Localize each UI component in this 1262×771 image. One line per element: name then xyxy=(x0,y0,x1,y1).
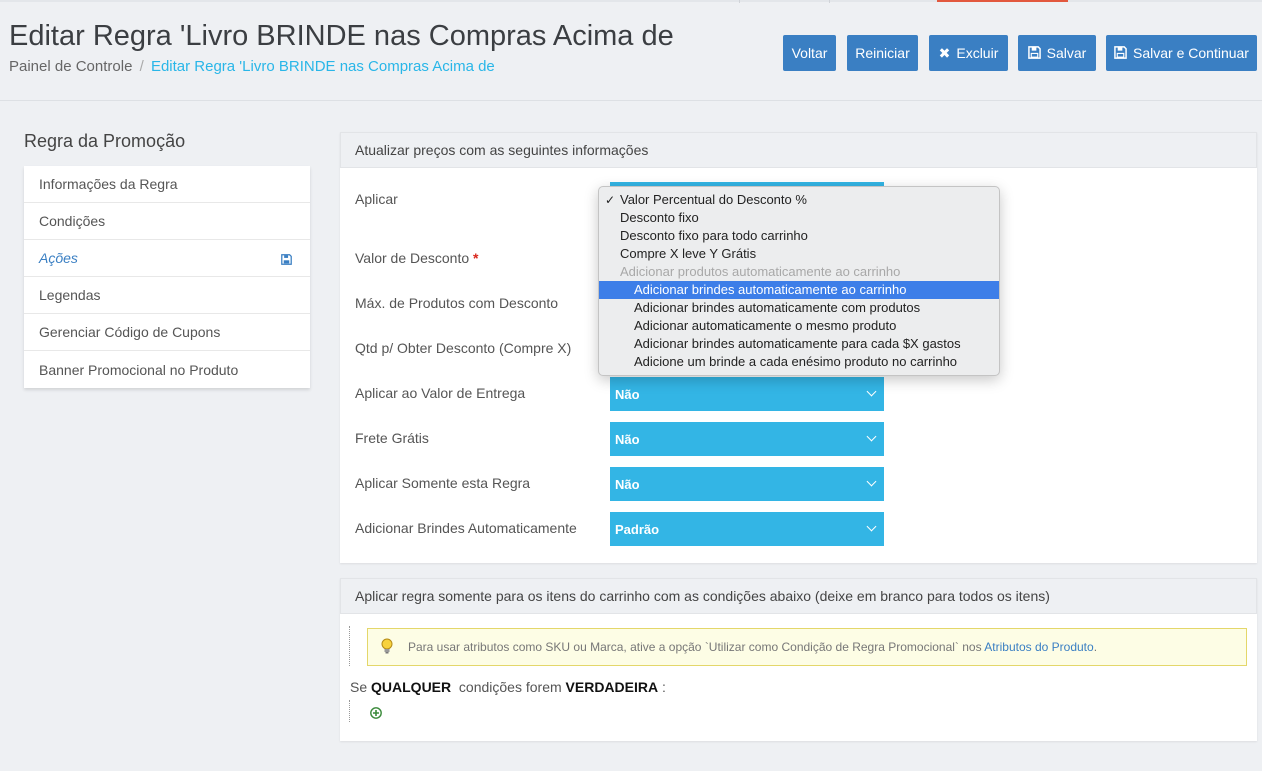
dropdown-option[interactable]: Adicionar brindes automaticamente com produtos xyxy=(634,300,921,315)
product-attributes-link[interactable]: Atributos do Produto xyxy=(984,640,1094,654)
value-selector[interactable]: VERDADEIRA xyxy=(565,679,659,695)
top-border xyxy=(0,0,1262,2)
dropdown-option-highlighted[interactable]: Adicionar brindes automaticamente ao carrinho xyxy=(599,281,999,299)
condition-tree-line xyxy=(349,700,350,722)
page-title: Editar Regra 'Livro BRINDE nas Compras Acima de xyxy=(9,20,674,52)
page-header xyxy=(0,0,1262,101)
apply-label: Aplicar xyxy=(355,191,398,207)
apply-dropdown-menu xyxy=(598,186,1000,376)
max-qty-label: Máx. de Produtos com Desconto xyxy=(355,295,559,311)
save-continue-button[interactable] xyxy=(1106,35,1257,71)
add-condition-icon[interactable] xyxy=(370,706,382,724)
discount-step-label: Qtd p/ Obter Desconto (Compre X) xyxy=(355,340,572,356)
dropdown-option[interactable]: Desconto fixo para todo carrinho xyxy=(620,228,808,243)
select-value: Não xyxy=(615,431,640,447)
reset-button[interactable] xyxy=(847,35,918,71)
conditions-panel xyxy=(340,578,1257,741)
sidebar-item-label: Informações da Regra xyxy=(39,176,178,192)
top-tick xyxy=(739,0,740,3)
sidebar-item-label: Gerenciar Código de Cupons xyxy=(39,324,221,340)
chevron-down-icon xyxy=(867,387,877,397)
hint-text xyxy=(408,640,1097,654)
save-button[interactable] xyxy=(1018,35,1096,71)
hint-message: Para usar atributos como SKU ou Marca, ative a opção `Utilizar como Condição de Regra Promocional` nos xyxy=(408,640,982,654)
sidebar-item-label: Legendas xyxy=(39,287,101,303)
dropdown-option[interactable]: Adicionar brindes automaticamente para cada $X gastos xyxy=(634,336,961,351)
breadcrumb xyxy=(9,58,495,75)
breadcrumb-current: Editar Regra 'Livro BRINDE nas Compras Acima de xyxy=(150,58,495,75)
sidebar-item-actions[interactable] xyxy=(24,240,310,277)
discount-amount-label-text: Valor de Desconto xyxy=(355,250,470,266)
apply-shipping-label: Aplicar ao Valor de Entrega xyxy=(355,385,526,401)
sidebar-item-conditions[interactable] xyxy=(24,203,310,240)
hint-box xyxy=(367,628,1247,666)
save-button-label: Salvar xyxy=(1046,45,1087,61)
chevron-down-icon xyxy=(867,432,877,442)
sidebar-item-rule-info[interactable] xyxy=(24,166,310,203)
reset-button-label: Reiniciar xyxy=(855,45,910,61)
delete-button[interactable] xyxy=(929,35,1008,71)
floppy-disk-icon xyxy=(1114,46,1127,61)
dropdown-option[interactable] xyxy=(599,191,999,209)
option-label: Valor Percentual do Desconto % xyxy=(620,192,807,207)
sidebar-nav xyxy=(24,166,310,388)
delete-button-label: Excluir xyxy=(956,45,999,61)
breadcrumb-separator: / xyxy=(139,58,144,75)
checkmark-icon: ✓ xyxy=(605,193,616,207)
dropdown-option[interactable]: Desconto fixo xyxy=(620,210,699,225)
dropdown-option[interactable]: Compre X leve Y Grátis xyxy=(620,246,757,261)
panel-heading: Atualizar preços com as seguintes informações xyxy=(340,132,1257,168)
back-button-label: Voltar xyxy=(791,45,828,61)
condition-mid: condições forem xyxy=(458,679,562,695)
floppy-disk-icon xyxy=(281,252,292,268)
discount-amount-label xyxy=(355,250,478,266)
select-value: Não xyxy=(615,386,640,402)
breadcrumb-home[interactable]: Painel de Controle xyxy=(9,58,133,75)
close-icon: ✖ xyxy=(938,45,951,61)
sidebar-item-label: Banner Promocional no Produto xyxy=(39,361,239,378)
stop-rules-select[interactable] xyxy=(610,467,884,501)
chevron-down-icon xyxy=(867,477,877,487)
sidebar-title: Regra da Promoção xyxy=(24,131,186,151)
top-tick xyxy=(829,0,830,3)
required-asterisk: * xyxy=(473,250,479,266)
free-shipping-label: Frete Grátis xyxy=(355,430,429,446)
back-button[interactable] xyxy=(783,35,836,71)
lightbulb-icon xyxy=(380,638,394,657)
auto-gift-label: Adicionar Brindes Automaticamente xyxy=(355,520,577,536)
stop-rules-label: Aplicar Somente esta Regra xyxy=(355,475,531,491)
panel-heading: Aplicar regra somente para os itens do carrinho com as condições abaixo (deixe em branco para todos os itens) xyxy=(340,578,1257,614)
select-value: Não xyxy=(615,476,640,492)
condition-tree-line xyxy=(349,626,350,666)
active-tab-indicator xyxy=(937,0,1068,2)
condition-prefix: Se xyxy=(350,679,368,695)
save-continue-button-label: Salvar e Continuar xyxy=(1133,45,1249,61)
condition-suffix: : xyxy=(662,679,666,695)
sidebar-item-product-banner[interactable] xyxy=(24,351,310,388)
sidebar-item-coupon-codes[interactable] xyxy=(24,314,310,351)
apply-shipping-select[interactable] xyxy=(610,377,884,411)
chevron-down-icon xyxy=(867,522,877,532)
dropdown-optgroup-label: Adicionar produtos automaticamente ao carrinho xyxy=(620,264,901,279)
floppy-disk-icon xyxy=(1028,46,1041,61)
hint-period: . xyxy=(1093,640,1098,654)
auto-gift-select[interactable] xyxy=(610,512,884,546)
select-value: Padrão xyxy=(615,521,660,537)
condition-statement xyxy=(350,679,666,695)
sidebar-item-labels[interactable] xyxy=(24,277,310,314)
sidebar-item-label: Condições xyxy=(39,213,106,229)
free-shipping-select[interactable] xyxy=(610,422,884,456)
sidebar-item-label: Ações xyxy=(39,250,78,266)
aggregator-selector[interactable]: QUALQUER xyxy=(371,679,452,695)
dropdown-option[interactable]: Adicionar automaticamente o mesmo produto xyxy=(634,318,897,333)
dropdown-option[interactable]: Adicione um brinde a cada enésimo produto no carrinho xyxy=(634,354,958,369)
